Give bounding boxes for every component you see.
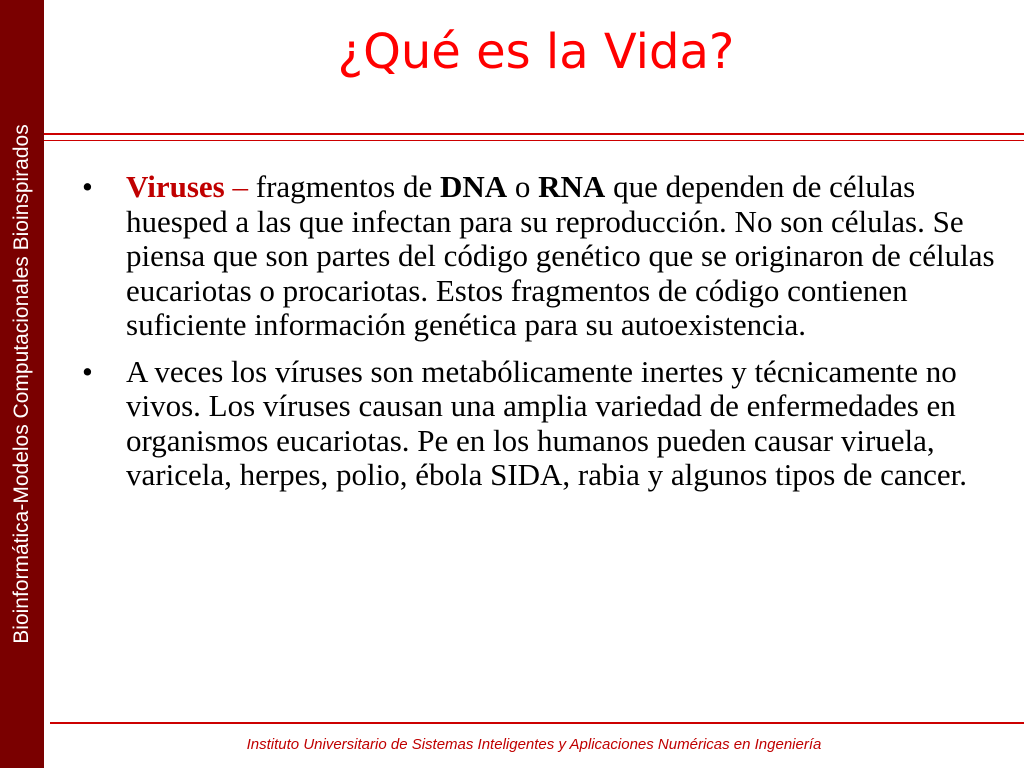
term-rna: RNA [538, 169, 606, 204]
bullet-text: A veces los víruses son metabólicamente inertes y técnicamente no vivos. Los víruses causan una amplia variedad de enfermedades en organismos eucariotas. Pe en los humanos pueden causar viruela, varicela, herpes, polio, ébola SIDA, rabia y algunos tipos de cancer. [126, 353, 968, 492]
footer-text: Instituto Universitario de Sistemas Inteligentes y Aplicaciones Numéricas en Ingeniería [246, 736, 822, 753]
bullet-item-viruses [82, 170, 1012, 343]
slide-content [82, 170, 1012, 505]
term-viruses: Viruses [126, 169, 225, 204]
title-divider [44, 133, 1024, 135]
bullet-icon: • [82, 353, 93, 389]
footer-divider [50, 722, 1024, 724]
bullet-item-metabolic [82, 355, 1012, 493]
sidebar-label: Bioinformática-Modelos Computacionales Bioinspirados [10, 124, 33, 644]
title-divider-secondary [44, 140, 1024, 141]
term-dna: DNA [439, 169, 508, 204]
bullet-list [82, 170, 1012, 493]
slide-title: ¿Qué es la Vida? [337, 24, 735, 80]
term-dash: – [224, 169, 256, 204]
sidebar [0, 0, 44, 768]
bullet-text-part1: fragmentos de [255, 169, 440, 204]
bullet-icon: • [82, 169, 93, 204]
bullet-text-part2: o [507, 169, 539, 204]
bullet-text-part3: que dependen de células huesped a las que infectan para su reproducción. No son células. Se piensa que son partes del código genético que se originaron de células eucariotas o procariotas. Estos fragmentos de código contienen suficiente información genética para su autoexistencia. [126, 169, 995, 342]
